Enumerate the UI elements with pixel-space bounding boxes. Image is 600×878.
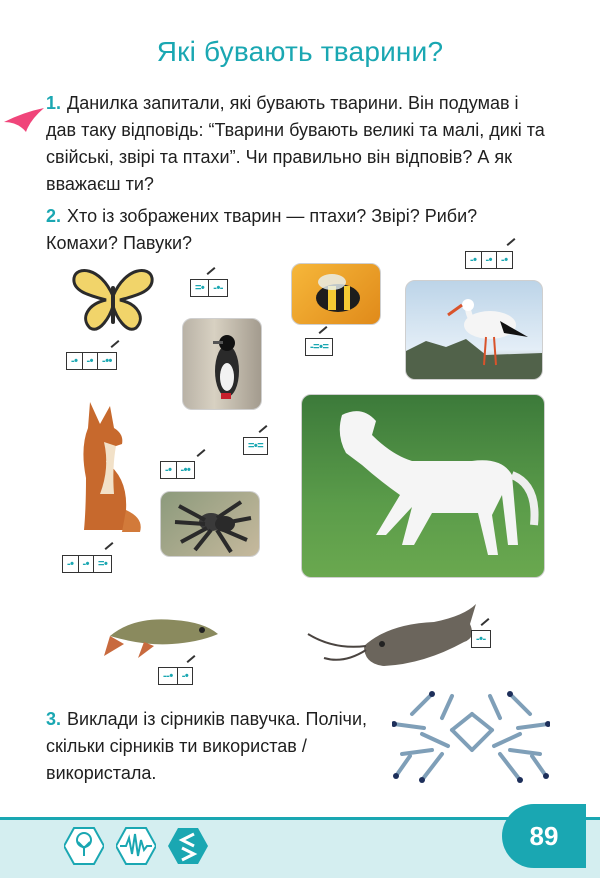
spider-image	[160, 491, 260, 557]
stork-image	[405, 280, 543, 380]
task-2-number: 2.	[46, 206, 62, 226]
fox-image	[70, 398, 146, 536]
page-title: Які бувають тварини?	[156, 36, 444, 67]
task-3	[46, 706, 376, 787]
tree-icon	[64, 826, 104, 866]
matchstick-spider-image	[392, 690, 550, 794]
bee-image	[291, 263, 381, 325]
pike-image	[104, 596, 220, 668]
woodpecker-image	[182, 318, 262, 410]
stork-scheme: -• -• -•	[465, 251, 513, 269]
catfish-image	[304, 594, 480, 676]
task-1-number: 1.	[46, 93, 62, 113]
task-2-text: Хто із зображених тварин — птахи? Звірі? Риби? Комахи? Павуки?	[46, 206, 478, 253]
pike-scheme: --• -•	[158, 667, 193, 685]
bookmark-arrow-icon	[4, 108, 44, 132]
spider-scheme: -• -••	[160, 461, 195, 479]
page-number: 89	[502, 804, 586, 868]
soundwave-icon	[116, 826, 156, 866]
horse-scheme: =•=	[243, 437, 268, 455]
horse-image	[301, 394, 545, 578]
woodpecker-scheme: =• -•-	[190, 279, 228, 297]
compare-icon	[168, 826, 208, 866]
task-3-text: Виклади із сірників павучка. Полічи, скільки сірників ти використав / використала.	[46, 709, 367, 783]
task-1	[46, 90, 551, 198]
fox-scheme: -• -• =•	[62, 555, 112, 573]
task-2	[46, 203, 551, 257]
task-3-number: 3.	[46, 709, 62, 729]
bee-scheme: -=•=	[305, 338, 333, 356]
butterfly-image	[70, 266, 156, 334]
task-1-text: Данилка запитали, які бувають тварини. Він подумав і дав таку відповідь: “Тварини бувають великі та малі, дикі та свійські, звірі та птахи”. Чи правильно він відповів? А як вважаєш ти?	[46, 93, 545, 194]
butterfly-scheme: -• -• -••	[66, 352, 117, 370]
catfish-scheme: -•-	[471, 630, 491, 648]
